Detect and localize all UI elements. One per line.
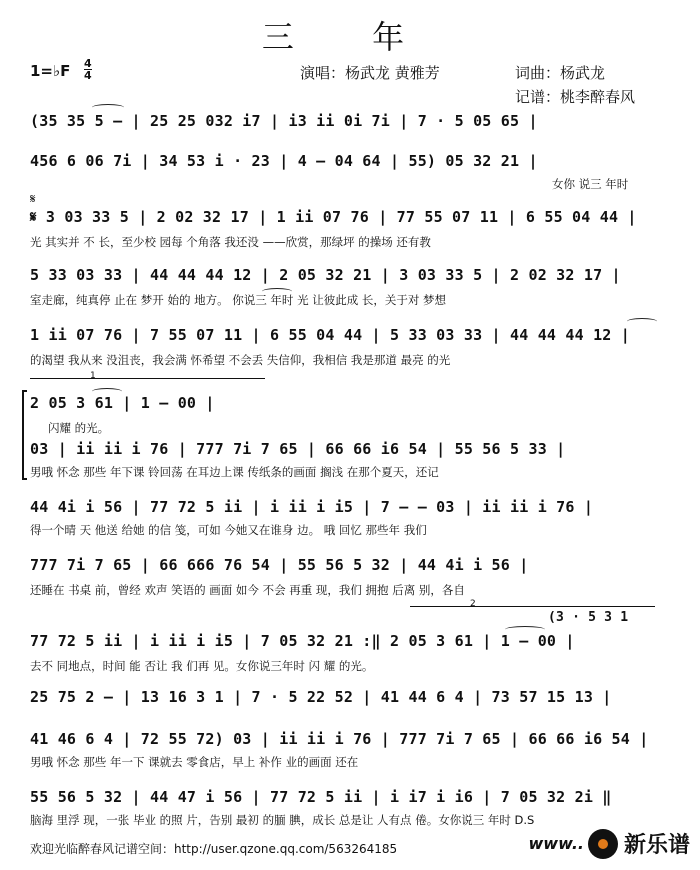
score-line-9-notes: 777 7i 7 65 | 66 666 76 54 | 55 56 5 32 | 44 4i i 56 | xyxy=(30,556,529,574)
slur-arc xyxy=(505,626,545,633)
time-signature xyxy=(84,58,92,81)
page-title: 三 年 xyxy=(261,18,439,56)
transcriber-credit: 记谱：桃李醉春风 xyxy=(515,88,636,106)
volta-2-label: 2 xyxy=(470,599,476,609)
score-line-8-notes: 44 4i i 56 | 77 72 5 ii | i ii i i5 | 7 – – 03 | ii ii i 76 | xyxy=(30,498,594,516)
score-line-10-notes: 77 72 5 ii | i ii i i5 | 7 05 32 21 :‖ 2 05 3 61 | 1 – 00 | xyxy=(30,632,575,650)
score-line-9-lyrics: 还睡在 书桌 前，曾经 欢声 笑语的 画面 如今 不会 再重 现，我们 拥抱 后离 别，各自 xyxy=(30,583,465,597)
repeat-open-note: (3 · 5 3 1 xyxy=(548,610,629,625)
slur-arc xyxy=(262,288,292,295)
record-icon xyxy=(588,829,618,859)
score-line-12-notes: 41 46 6 4 | 72 55 72) 03 | ii ii i 76 | 777 7i 7 65 | 66 66 i6 54 | xyxy=(30,730,649,748)
score-line-13-notes: 55 56 5 32 | 44 47 i 56 | 77 72 5 ii | i i7 i i6 | 7 05 32 2i ‖ xyxy=(30,788,612,806)
logo-text: 新乐谱 xyxy=(623,833,690,858)
meter-bottom: 4 xyxy=(84,69,92,82)
composer-credit: 词曲：杨武龙 xyxy=(515,64,606,82)
score-line-3-lyrics: 光 其实并 不 长，至少校 园每 个角落 我还没 ——欣赏，那绿坪 的操场 还有教 xyxy=(30,235,431,249)
volta-1-label: 1 xyxy=(90,371,96,381)
score-line-3-notes: 𝄋 3 03 33 5 | 2 02 32 17 | 1 ii 07 76 | 77 55 07 11 | 6 55 04 44 | xyxy=(30,208,637,226)
score-line-4-notes: 5 33 03 33 | 44 44 44 12 | 2 05 32 21 | 3 03 33 5 | 2 02 32 17 | xyxy=(30,266,621,284)
slur-arc xyxy=(92,388,122,395)
site-logo xyxy=(529,828,691,859)
score-line-7-notes: 03 | ii ii i 76 | 777 7i 7 65 | 66 66 i6 54 | 55 56 5 33 | xyxy=(30,440,566,458)
key-signature: 1=♭F xyxy=(30,62,71,80)
volta-1-bracket xyxy=(30,378,265,379)
score-line-13-lyrics: 脑海 里浮 现，一张 毕业 的照 片，告别 最初 的腼 腆，成长 总是让 人有点 倦。女你说三 年时 D.S xyxy=(30,813,535,827)
score-line-6-lyrics: 闪耀 的光。 xyxy=(48,421,110,435)
slur-arc xyxy=(92,104,124,111)
slur-arc xyxy=(627,318,657,325)
score-line-4-lyrics: 室走廊，纯真停 止在 梦开 始的 地方。 你说三 年时 光 让彼此成 长，关于对 梦想 xyxy=(30,293,447,307)
singer-credit: 演唱：杨武龙 黄雅芳 xyxy=(300,64,440,82)
score-line-1-notes: (35 35 5 – | 25 25 032 i7 | i3 ii 0i 7i | 7 · 5 05 65 | xyxy=(30,112,538,130)
volta-2-bracket xyxy=(410,606,655,607)
logo-www: www.. xyxy=(528,834,584,853)
repeat-bracket xyxy=(22,390,27,480)
score-line-6-notes: 2 05 3 61 | 1 – 00 | xyxy=(30,394,215,412)
footer-text: 欢迎光临醉春风记谱空间：http://user.qzone.qq.com/563264185 xyxy=(30,842,398,856)
score-line-7-lyrics: 男哦 怀念 那些 年下课 铃回荡 在耳边上课 传纸条的画面 搁浅 在那个夏天，还记 xyxy=(30,465,439,479)
score-line-12-lyrics: 男哦 怀念 那些 年一下 课就去 零食店，早上 补作 业的画面 还在 xyxy=(30,755,359,769)
score-line-10-lyrics: 去不 同地点，时间 能 否让 我 们再 见。女你说三年时 闪 耀 的光。 xyxy=(30,659,374,673)
score-line-11-notes: 25 75 2 – | 13 16 3 1 | 7 · 5 22 52 | 41 44 6 4 | 73 57 15 13 | xyxy=(30,688,612,706)
score-line-5-lyrics: 的渴望 我从来 没沮丧，我会满 怀希望 不会丢 失信仰，我相信 我是那道 最亮 的光 xyxy=(30,353,451,367)
score-line-2-lyrics: 女你 说三 年时 xyxy=(552,177,629,191)
meter-top: 4 xyxy=(84,57,92,70)
segno-sign: 𝄋 xyxy=(30,192,36,207)
score-line-5-notes: 1 ii 07 76 | 7 55 07 11 | 6 55 04 44 | 5 33 03 33 | 44 44 44 12 | xyxy=(30,326,630,344)
score-line-8-lyrics: 得一个晴 天 他送 给她 的信 笺，可如 今她又在谁身 边。 哦 回忆 那些年 我们 xyxy=(30,523,427,537)
score-line-2-notes: 456 6 06 7i | 34 53 i · 23 | 4 – 04 64 | 55) 05 32 21 | xyxy=(30,152,538,170)
